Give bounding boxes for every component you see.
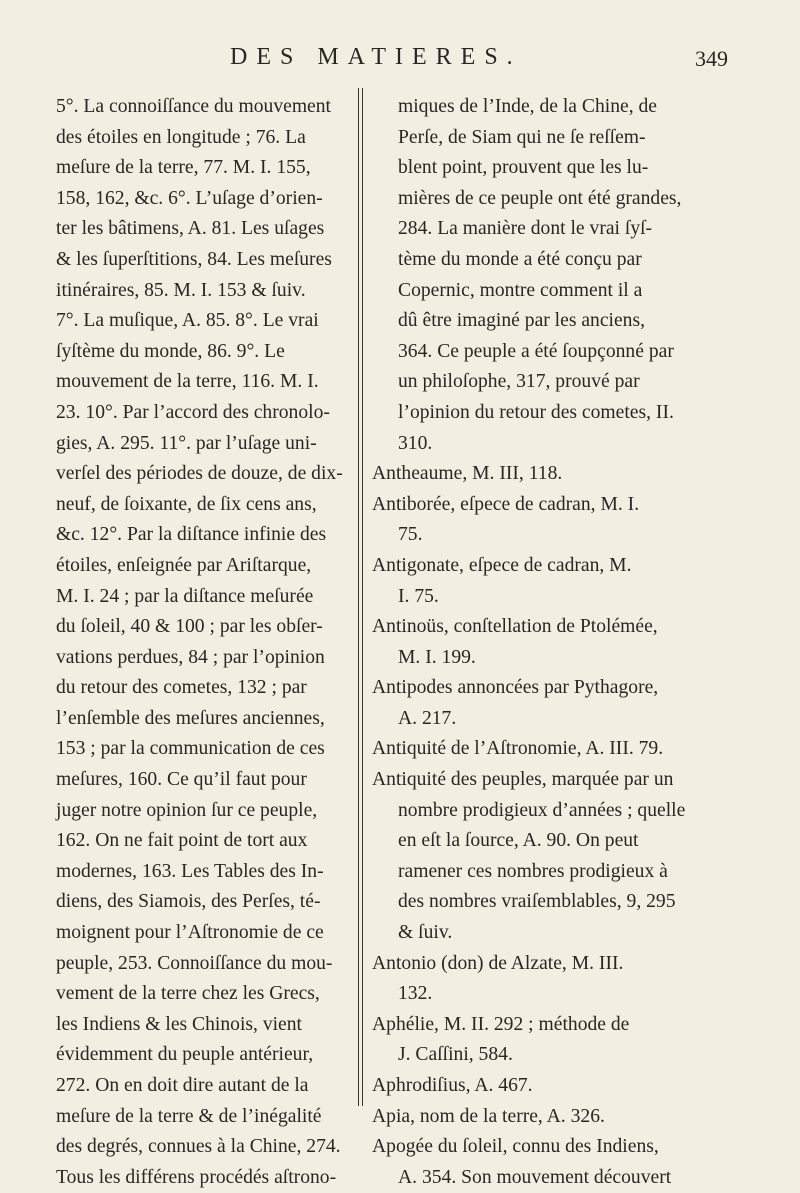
index-line: 75. — [398, 524, 423, 546]
index-line: Perſe, de Siam qui ne ſe reſſem- — [398, 126, 646, 148]
index-line: moignent pour l’Aſtronomie de ce — [56, 922, 324, 944]
index-line: gies, A. 295. 11°. par l’uſage uni- — [56, 432, 317, 454]
index-line: du ſoleil, 40 & 100 ; par les obſer- — [56, 616, 323, 638]
index-line: & ſuiv. — [398, 922, 453, 944]
index-line: itinéraires, 85. M. I. 153 & ſuiv. — [56, 279, 306, 301]
index-line: des degrés, connues à la Chine, 274. — [56, 1136, 341, 1158]
index-line: vations perdues, 84 ; par l’opinion — [56, 646, 325, 668]
index-line: ter les bâtimens, A. 81. Les uſages — [56, 218, 325, 240]
index-line: ramener ces nombres prodigieux à — [398, 860, 668, 882]
index-line: 364. Ce peuple a été ſoupçonné par — [398, 340, 674, 362]
index-line: Aphélie, M. II. 292 ; méthode de — [372, 1013, 630, 1035]
index-line: 158, 162, &c. 6°. L’uſage d’orien- — [56, 187, 323, 209]
index-line: modernes, 163. Les Tables des In- — [56, 860, 324, 882]
index-line: meſure de la terre, 77. M. I. 155, — [56, 157, 311, 179]
index-line: des étoiles en longitude ; 76. La — [56, 126, 306, 148]
index-line: 7°. La muſique, A. 85. 8°. Le vrai — [56, 310, 319, 332]
index-line: meſures, 160. Ce qu’il faut pour — [56, 769, 307, 791]
index-line: 5°. La connoiſſance du mouvement — [56, 96, 331, 117]
index-line: Aphrodiſius, A. 467. — [372, 1075, 533, 1096]
index-line: A. 354. Son mouvement découvert — [398, 1166, 672, 1188]
column-rule-right — [362, 88, 363, 1106]
index-line: M. I. 199. — [398, 646, 476, 668]
index-line: meſure de la terre & de l’inégalité — [56, 1105, 322, 1127]
index-line: mouvement de la terre, 116. M. I. — [56, 371, 319, 393]
page-number: 349 — [695, 46, 728, 71]
index-line: 162. On ne fait point de tort aux — [56, 830, 308, 852]
index-line: Antiquité de l’Aſtronomie, A. III. 79. — [372, 738, 664, 760]
index-line: M. I. 24 ; par la diſtance meſurée — [56, 585, 314, 607]
index-line: miques de l’Inde, de la Chine, de — [398, 96, 657, 117]
index-column-left — [56, 92, 346, 1193]
index-line: vement de la terre chez les Grecs, — [56, 983, 320, 1005]
index-line: Antonio (don) de Alzate, M. III. — [372, 952, 624, 974]
index-line: Tous les différens procédés aſtrono- — [56, 1166, 337, 1188]
index-line: J. Caſſini, 584. — [398, 1044, 513, 1066]
index-line: diens, des Siamois, des Perſes, té- — [56, 891, 321, 913]
index-column-right — [372, 92, 772, 1193]
index-line: 23. 10°. Par l’accord des chronolo- — [56, 401, 330, 423]
index-line: neuf, de ſoixante, de ſix cens ans, — [56, 493, 317, 515]
index-line: juger notre opinion ſur ce peuple, — [56, 799, 318, 821]
index-line: Copernic, montre comment il a — [398, 279, 643, 301]
index-line: Antipodes annoncées par Pythagore, — [372, 677, 659, 699]
index-line: Apia, nom de la terre, A. 326. — [372, 1105, 605, 1127]
index-line: étoiles, enſeignée par Ariſtarque, — [56, 554, 312, 576]
index-line: 272. On en doit dire autant de la — [56, 1075, 309, 1096]
index-line: 310. — [398, 432, 433, 454]
index-line: des nombres vraiſemblables, 9, 295 — [398, 891, 676, 913]
index-line: Apogée du ſoleil, connu des Indiens, — [372, 1136, 659, 1158]
index-line: Antiborée, eſpece de cadran, M. I. — [372, 493, 640, 515]
index-line: nombre prodigieux d’années ; quelle — [398, 799, 686, 821]
index-line: I. 75. — [398, 585, 439, 607]
index-line: & les ſuperſtitions, 84. Les meſures — [56, 248, 332, 270]
running-head: DES MATIERES. — [230, 44, 522, 70]
index-line: 132. — [398, 983, 433, 1005]
index-line: ſyſtème du monde, 86. 9°. Le — [56, 340, 285, 362]
index-line: 284. La manière dont le vrai ſyſ- — [398, 218, 653, 240]
index-line: 153 ; par la communication de ces — [56, 738, 325, 760]
index-line: l’opinion du retour des cometes, II. — [398, 401, 674, 423]
index-line: A. 217. — [398, 707, 457, 729]
index-line: blent point, prouvent que les lu- — [398, 157, 649, 179]
index-line: évidemment du peuple antérieur, — [56, 1044, 314, 1066]
index-line: mières de ce peuple ont été grandes, — [398, 187, 682, 209]
index-line: l’enſemble des meſures anciennes, — [56, 707, 325, 729]
index-line: Antiquité des peuples, marquée par un — [372, 769, 674, 791]
index-line: du retour des cometes, 132 ; par — [56, 677, 307, 699]
index-line: Antinoüs, conſtellation de Ptolémée, — [372, 616, 658, 638]
index-line: un philoſophe, 317, prouvé par — [398, 371, 640, 393]
index-line: les Indiens & les Chinois, vient — [56, 1013, 302, 1035]
index-line: &c. 12°. Par la diſtance infinie des — [56, 524, 327, 546]
index-line: Antigonate, eſpece de cadran, M. — [372, 554, 632, 576]
index-line: tème du monde a été conçu par — [398, 248, 642, 270]
index-line: Antheaume, M. III, 118. — [372, 463, 563, 485]
index-line: peuple, 253. Connoiſſance du mou- — [56, 952, 333, 974]
index-line: dû être imaginé par les anciens, — [398, 310, 645, 332]
index-line: en eſt la ſource, A. 90. On peut — [398, 830, 639, 852]
index-line: verſel des périodes de douze, de dix- — [56, 463, 343, 485]
column-rule-left — [358, 88, 359, 1106]
